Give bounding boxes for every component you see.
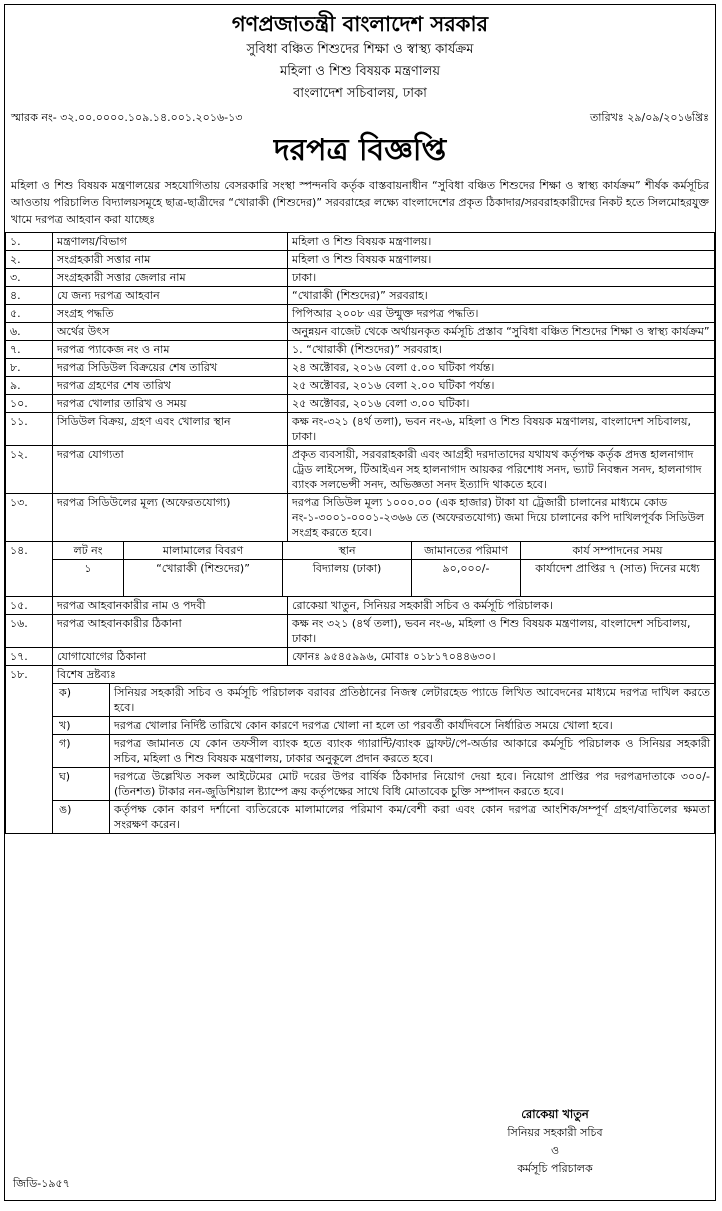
gd-number: জিডি-১৯৫৭ <box>13 1177 70 1190</box>
note-key: ঘ) <box>53 768 110 800</box>
row-number: ১০. <box>6 395 53 413</box>
table-row <box>6 251 715 269</box>
tender-table <box>5 232 715 834</box>
note-text: দরপত্রে উল্লেখিত সকল আইটেমের মোট দরের উপর বার্ষিক ঠিকাদার নিয়োগ দেয়া হবে। নিয়োগ প্রাপ্তির পর দরপত্রদাতাকে ৩০০/- (তিনশত) টাকার নন-জুডিশিয়াল ষ্ট্যাম্পে ক্রয় কর্তৃপক্ষের সাথে বিধি মোতাবেক চুক্তি সম্পাদন করতে হবে। <box>114 770 710 798</box>
row-value: ২৫ অক্টোবর, ২০১৬ বেলা ৩.০০ ঘটিকা। <box>288 395 715 413</box>
table-row <box>6 341 715 359</box>
govt-name: গণপ্রজাতন্ত্রী বাংলাদেশ সরকার <box>231 11 489 36</box>
note-item <box>53 716 714 734</box>
signature-block <box>455 1105 655 1178</box>
notice-title: দরপত্র বিজ্ঞপ্তি <box>273 133 447 168</box>
note-text: দরপত্র জামানত যে কোন তফসীল ব্যাংক হতে ব্যাংক গ্যারান্টি/ব্যাংক ড্রাফট/পে-অর্ডার আকারে কর্মসূচি পরিচালক ও সিনিয়র সহকারী সচিব, মহিলা ও শিশু বিষয়ক মন্ত্রণালয়, ঢাকার অনুকূলে প্রদান করতে হবে। <box>114 737 710 765</box>
lot-cell: ৯০,০০০/- <box>412 560 521 597</box>
row-label: দরপত্র যোগ্যতা <box>53 446 288 494</box>
table-row <box>6 648 715 666</box>
lot-table <box>52 541 715 597</box>
lot-cell: কার্যাদেশ প্রাপ্তির ৭ (সাত) দিনের মধ্যে <box>521 560 715 597</box>
lot-cell: ১ <box>53 560 124 597</box>
lot-header-row <box>53 542 715 560</box>
row-number: ৫. <box>6 305 53 323</box>
row-value: অনুন্নয়ন বাজেট থেকে অর্থায়নকৃত কর্মসূচি প্রস্তাব “সুবিধা বঞ্চিত শিশুদের শিক্ষা ও স্বাস্থ্য কার্যক্রম” <box>288 323 715 341</box>
row-label: দরপত্র গ্রহণের শেষ তারিখ <box>53 377 288 395</box>
lot-header: স্থান <box>283 542 412 560</box>
row-number: ১৫. <box>6 597 53 615</box>
table-row <box>6 615 715 648</box>
row-number: ৮. <box>6 359 53 377</box>
row-value: কক্ষ নং ৩২১ (৪র্থ তলা), ভবন নং-৬, মহিলা ও শিশু বিষয়ক মন্ত্রণালয়, বাংলাদেশ সচিবালয়, ঢাকা। <box>288 615 715 648</box>
row-label: দরপত্র আহবানকারীর নাম ও পদবী <box>53 597 288 615</box>
lot-cell: বিদ্যালয় (ঢাকা) <box>283 560 412 597</box>
note-text: কর্তৃপক্ষ কোন কারণ দর্শানো ব্যতিরেকে মালামালের পরিমাণ কম/বেশী করা এবং কোন দরপত্র আংশিক/সম্পূর্ণ গ্রহণ/বাতিলের ক্ষমতা সংরক্ষণ করেন। <box>114 803 710 831</box>
row-value: ঢাকা। <box>288 269 715 287</box>
row-value: পিপিআর ২০০৮ এর উন্মুক্ত দরপত্র পদ্ধতি। <box>288 305 715 323</box>
table-row <box>6 377 715 395</box>
note-key: ঙ) <box>53 801 110 833</box>
row-value: মহিলা ও শিশু বিষয়ক মন্ত্রণালয়। <box>288 251 715 269</box>
table-row <box>6 269 715 287</box>
signatory-title-2: কর্মসূচি পরিচালক <box>517 1162 593 1175</box>
table-row <box>6 305 715 323</box>
special-notes <box>53 684 714 833</box>
note-key: খ) <box>53 717 110 734</box>
lot-header: মালামালের বিবরণ <box>124 542 283 560</box>
program-name: সুবিধা বঞ্চিত শিশুদের শিক্ষা ও স্বাস্থ্য কার্যক্রম <box>246 42 474 57</box>
row-label: সিডিউল বিক্রয়, গ্রহণ এবং খোলার স্থান <box>53 413 288 446</box>
row-label: দরপত্র আহবানকারীর ঠিকানা <box>53 615 288 648</box>
note-key: গ) <box>53 735 110 767</box>
intro-paragraph: মহিলা ও শিশু বিষয়ক মন্ত্রণালয়ের সহযোগিতায় বেসরকারি সংস্থা স্পন্দনবি কর্তৃক বাস্তবায়নাধীন “সুবিধা বঞ্চিত শিশুদের শিক্ষা ও স্বাস্থ্য কার্যক্রম” শীর্ষক কর্মসূচির আওতায় পরিচালিত বিদ্যালয়সমূহে ছাত্র-ছাত্রীদের “খোরাকী (শিশুদের)” সরবরাহের লক্ষ্যে বাংলাদেশের প্রকৃত ঠিকাদার/সরবরাহকারীদের নিকট হতে সিলমোহরযুক্ত খামে দরপত্র আহবান করা যাচ্ছেঃ <box>11 179 709 226</box>
note-item <box>53 684 714 716</box>
memo-line <box>5 105 715 127</box>
row-value: প্রকৃত ব্যবসায়ী, সরবরাহকারী এবং আগ্রহী দরদাতাদের যথাযথ কর্তৃপক্ষ কর্তৃক প্রদত্ত হালনাগাদ ট্রেড লাইসেন্স, টিআইএন সহ হালনাগাদ আয়কর পরিশোধ সনদ, ভ্যাট নিবন্ধন সনদ, হালনাগাদ ব্যাংক সলভেন্সী সনদ, অভিজ্ঞতা সনদ ইত্যাদি থাকতে হবে। <box>288 446 715 494</box>
table-row <box>6 287 715 305</box>
note-item <box>53 767 714 800</box>
signatory-and: ও <box>550 1144 560 1157</box>
row-label: যোগাযোগের ঠিকানা <box>53 648 288 666</box>
row-label: অর্থের উৎস <box>53 323 288 341</box>
row-value: কক্ষ নং-৩২১ (৪র্থ তলা), ভবন নং-৬, মহিলা ও শিশু বিষয়ক মন্ত্রণালয়, বাংলাদেশ সচিবালয়, ঢাকা। <box>288 413 715 446</box>
note-text: দরপত্র খোলার নির্দিষ্ট তারিখে কোন কারণে দরপত্র খোলা না হলে তা পরবর্তী কার্যদিবসে নির্ধারিত সময়ে খোলা হবে। <box>114 719 613 732</box>
lot-cell: “খোরাকী (শিশুদের)” <box>124 560 283 597</box>
row-label: দরপত্র প্যাকেজ নং ও নাম <box>53 341 288 359</box>
row-label: সংগ্রহকারী সত্তার জেলার নাম <box>53 269 288 287</box>
row-label: দরপত্র খোলার তারিখ ও সময় <box>53 395 288 413</box>
row-number: ৭. <box>6 341 53 359</box>
row-label: সংগ্রহ পদ্ধতি <box>53 305 288 323</box>
row-number: ২. <box>6 251 53 269</box>
memo-number: স্মারক নং- ৩২.০০.০০০০.১০৯.১৪.০০১.২০১৬-১৩ <box>11 111 243 124</box>
signatory-name: রোকেয়া খাতুন <box>521 1107 589 1121</box>
ministry-name: মহিলা ও শিশু বিষয়ক মন্ত্রণালয় <box>279 64 441 79</box>
row-value: রোকেয়া খাতুন, সিনিয়র সহকারী সচিব ও কর্মসূচি পরিচালক। <box>288 597 715 615</box>
table-row <box>6 323 715 341</box>
table-row <box>6 446 715 494</box>
lot-header: কার্য সম্পাদনের সময় <box>521 542 715 560</box>
note-item <box>53 800 714 833</box>
table-row <box>6 413 715 446</box>
row-value: ২৫ অক্টোবর, ২০১৬ বেলা ২.০০ ঘটিকা পর্যন্ত। <box>288 377 715 395</box>
lot-header: জামানতের পরিমাণ <box>412 542 521 560</box>
special-label: বিশেষ দ্রষ্টব্যঃ <box>53 666 714 684</box>
row-value: ফোনঃ ৯৫৪৫৯৯৬, মোবাঃ ০১৮১৭০৪৪৬৩০। <box>288 648 715 666</box>
row-number: ১৩. <box>6 494 53 542</box>
lot-row <box>6 542 715 597</box>
table-row <box>6 395 715 413</box>
row-label: যে জন্য দরপত্র আহবান <box>53 287 288 305</box>
table-row <box>6 359 715 377</box>
row-value: মহিলা ও শিশু বিষয়ক মন্ত্রণালয়। <box>288 233 715 251</box>
lot-data-row <box>53 560 715 597</box>
row-number: ১১. <box>6 413 53 446</box>
letterhead <box>5 9 715 105</box>
row-value: “খোরাকী (শিশুদের)” সরবরাহ। <box>288 287 715 305</box>
memo-date: তারিখঃ ২৯/০৯/২০১৬খ্রিঃ <box>589 111 709 124</box>
row-number: ১৮. <box>6 666 53 834</box>
row-number: ১২. <box>6 446 53 494</box>
row-label: দরপত্র সিডিউলের মূল্য (অফেরতযোগ্য) <box>53 494 288 542</box>
row-number: ৩. <box>6 269 53 287</box>
row-number: ১৭. <box>6 648 53 666</box>
row-number: ১. <box>6 233 53 251</box>
row-number: ৬. <box>6 323 53 341</box>
table-row <box>6 494 715 542</box>
lot-header: লট নং <box>53 542 124 560</box>
row-number: ১৬. <box>6 615 53 648</box>
office-address: বাংলাদেশ সচিবালয়, ঢাকা <box>293 86 427 101</box>
row-number: ১৪. <box>6 542 53 597</box>
note-key: ক) <box>53 684 110 716</box>
signatory-title: সিনিয়র সহকারী সচিব <box>507 1126 603 1139</box>
tender-notice <box>4 4 716 1201</box>
row-value: ২৪ অক্টোবর, ২০১৬ বেলা ৫.০০ ঘটিকা পর্যন্ত। <box>288 359 715 377</box>
table-row <box>6 233 715 251</box>
note-text: সিনিয়র সহকারী সচিব ও কর্মসূচি পরিচালক বরাবর প্রতিষ্ঠানের নিজস্ব লেটারহেড প্যাডে লিখিত আবেদনের মাধ্যমে দরপত্র দাখিল করতে হবে। <box>114 686 710 714</box>
row-number: ৪. <box>6 287 53 305</box>
row-label: দরপত্র সিডিউল বিক্রয়ের শেষ তারিখ <box>53 359 288 377</box>
row-label: মন্ত্রণালয়/বিভাগ <box>53 233 288 251</box>
row-label: সংগ্রহকারী সত্তার নাম <box>53 251 288 269</box>
special-row <box>6 666 715 834</box>
row-number: ৯. <box>6 377 53 395</box>
table-row <box>6 597 715 615</box>
note-item <box>53 734 714 767</box>
row-value: দরপত্র সিডিউল মূল্য ১০০০.০০ (এক হাজার) টাকা যা ট্রেজারী চালানের মাধ্যমে কোড নং-১-৩০০১-০০০১-২৩৬৬ তে (অফেরতযোগ্য) জমা দিয়ে চালানের কপি দাখিলপূর্বক সিডিউল সংগ্রহ করতে হবে। <box>288 494 715 542</box>
row-value: ১. “খোরাকী (শিশুদের)” সরবরাহ। <box>288 341 715 359</box>
